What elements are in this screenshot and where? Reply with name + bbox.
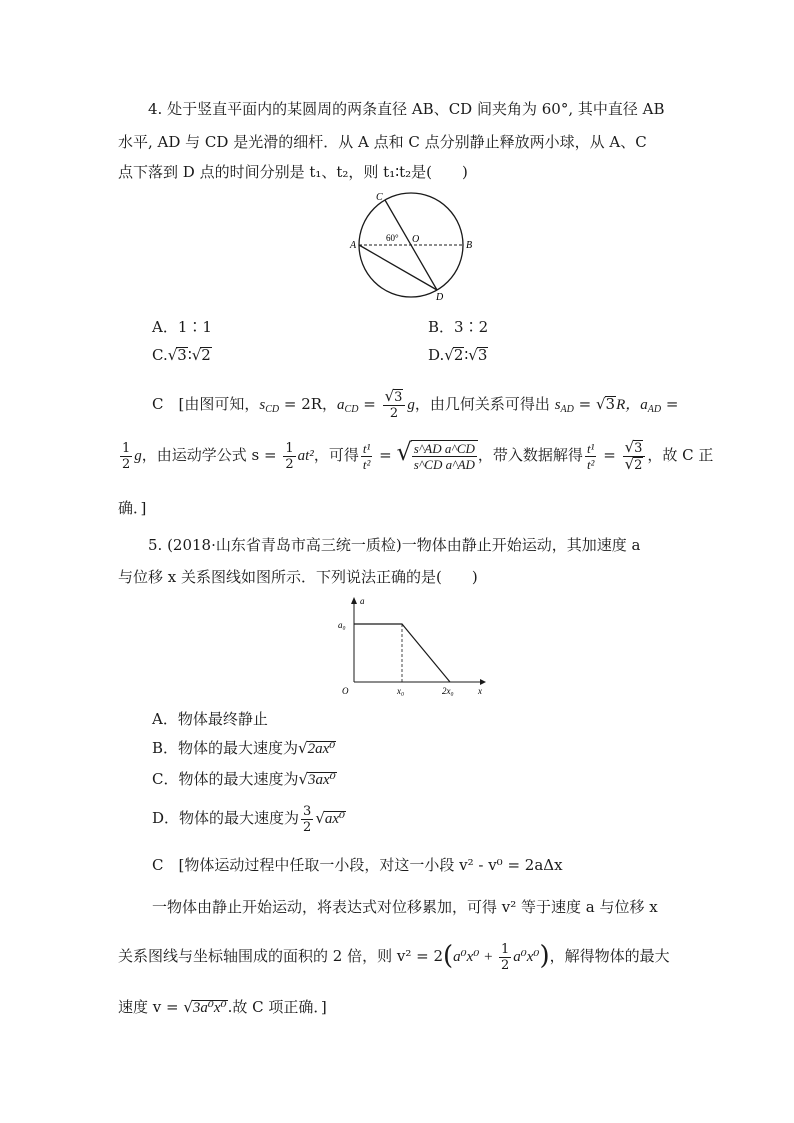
q4-circle-figure (348, 188, 488, 308)
q4-answer-line-2: $\frac{1}{2}$ g，由运动学公式 s = $\frac{1}{2}$ at²，可得 $\frac{\text{t¹}}{\text{t²}}$ = √ $\frac{\text{s\textasciicircum{}AD a\textasciicircum{}CD}}{\text{s\textasciicircum{}CD a\textasciicircum{}AD}}$ ，带入数据解得 $\frac{\text{t¹}}{\text{t²}}$ = $\frac{√3}{√2}$ ，故 C 正 (122, 437, 714, 473)
q4-a-cd: a (337, 397, 345, 413)
q5-l4-rad: 3a⁰x⁰ (192, 1000, 227, 1016)
q5-option-d: D．物体的最大速度为 $\frac{3}{2}$ √ax⁰ (152, 803, 346, 835)
q4-sqrt-frac (411, 440, 478, 472)
label-b: B (466, 240, 473, 251)
q4-stem-line-3: 点下落到 D 点的时间分别是 t₁、t₂，则 t₁∶t₂是( ) (118, 163, 468, 181)
q5-l3-b: a⁰x⁰ (513, 949, 540, 965)
q4-g2: g (134, 448, 142, 464)
q5-answer-line-2: 一物体由静止开始运动，将表达式对位移累加，可得 v² 等于速度 a 与位移 x (152, 898, 658, 916)
x-tick-label-2x0: 2x₀ (442, 686, 454, 696)
q4-at2: at² (297, 448, 314, 464)
q4-option-b: B．3∶2 (428, 318, 489, 336)
q5-option-b: B．物体的最大速度为√2ax⁰ (152, 739, 336, 757)
q4-eq4: = (661, 395, 679, 413)
q4-eq2: = (358, 395, 381, 413)
q4-ans-den: 2 (634, 457, 643, 473)
q4-stem-line-1: 4. 处于竖直平面内的某圆周的两条直径 AB、CD 间夹角为 60°, 其中直径 AB (148, 100, 665, 118)
q4-ans-num: 3 (634, 440, 643, 456)
q5-l3-one: 1 (500, 941, 510, 957)
q4-a-cd-sub: CD (344, 404, 359, 415)
y-tick-label-a0: a₀ (338, 620, 346, 630)
q5-option-d-lead: D．物体的最大速度为 (152, 809, 300, 827)
q4-a-ad: a (640, 397, 648, 413)
label-d: D (436, 292, 444, 303)
a-x-series-line (354, 624, 450, 682)
q5-chart (330, 592, 490, 696)
q4-frac-t (361, 441, 373, 472)
q4-eq1: = 2R， (279, 395, 338, 413)
q5-option-c-lead: C．物体的最大速度为 (152, 770, 299, 788)
q4-eq5: = (374, 446, 397, 464)
q4-s-ad: s (554, 397, 561, 413)
q4-s-cd-sub: CD (265, 404, 280, 415)
q5-l4-lead: 速度 v = (118, 998, 184, 1016)
q5-option-d-frac (301, 804, 313, 835)
q5-option-a: A．物体最终静止 (152, 710, 268, 728)
q4-r: R， (616, 397, 641, 413)
q5-answer-line-4: 速度 v = √3a⁰x⁰.故 C 项正确．] (118, 998, 327, 1016)
q4-frac-sqrt3-2: $\frac{√3}{2}$ (383, 389, 406, 421)
q4-option-a: A．1∶1 (152, 318, 212, 336)
q4-sub-text: ，带入数据解得 (477, 446, 583, 464)
q4-den2: 2 (389, 406, 399, 421)
q4-frac-t-2 (585, 441, 597, 472)
label-angle: 60° (386, 233, 399, 243)
q4-stem-line-2: 水平, AD 与 CD 是光滑的细杆．从 A 点和 C 点分别静止释放两小球，从 A、C (118, 133, 647, 151)
q5-answer-line-3 (118, 936, 670, 976)
x-axis-label: x (478, 686, 482, 696)
q4-two-2: 2 (285, 456, 294, 472)
q5-l3-paren-r: ) (539, 941, 550, 971)
q4-option-d-prefix: D. (428, 346, 445, 364)
q4-option-d: D.√2∶√3 (428, 346, 488, 364)
q4-t1: t¹ (362, 440, 371, 456)
q4-answer-line-1: C [由图可知，$s_{CD} = 2R$，$a_{CD}$ = $\frac{√3}{2}$ g，由几何关系可得出 $s_{AD} = √3R$，$a_{AD}$ = (152, 387, 679, 421)
x-tick-label-x0: x₀ (397, 686, 405, 696)
q4-option-d-sep: ∶ (464, 346, 469, 364)
q4-answer-line-3: 确．] (118, 499, 147, 517)
chord-ad (359, 245, 437, 290)
q4-sqrt-num: s^AD a^CD (413, 440, 475, 456)
q4-option-d-a: 2 (453, 346, 464, 364)
label-a: A (350, 240, 357, 251)
q4-s-cd: s (259, 397, 266, 413)
q5-option-c: C．物体的最大速度为√3ax⁰ (152, 770, 336, 788)
q4-two: 2 (122, 456, 131, 472)
q5-option-c-rad: 3ax⁰ (308, 772, 336, 788)
q4-frac-ans: $\frac{√3}{√2}$ (623, 440, 646, 473)
q4-eq3: = (573, 395, 596, 413)
q4-sqrt3-r: 3 (605, 395, 616, 413)
q4-sqrt-den: s^CD a^AD (413, 456, 475, 472)
q5-option-d-rad: ax⁰ (324, 811, 346, 827)
label-c: C (376, 192, 383, 203)
x-axis-arrow (480, 679, 486, 685)
q4-t2-2: t² (586, 456, 595, 472)
label-o: O (412, 234, 420, 245)
q4-frac-half (120, 441, 132, 472)
q4-s-ad-sub: AD (560, 404, 574, 415)
q5-l3-paren-l: ( (443, 941, 454, 971)
q5-l4-tail: .故 C 项正确．] (227, 998, 327, 1016)
q5-l3-two: 2 (500, 957, 510, 973)
q5-option-d-num: 3 (303, 803, 312, 819)
q4-option-c-a: 3 (177, 346, 187, 364)
origin-label: O (342, 686, 349, 696)
q4-frac-half-2 (283, 441, 295, 472)
q5-option-b-lead: B．物体的最大速度为 (152, 739, 299, 757)
q4-one: 1 (122, 440, 131, 456)
q4-option-c: C.√3∶√2 (152, 346, 211, 364)
q5-l3-lead: 关系图线与坐标轴围成的面积的 2 倍，则 v² = 2 (118, 947, 443, 965)
q4-option-c-sep: ∶ (187, 346, 192, 364)
q4-a-ad-sub: AD (647, 404, 662, 415)
q5-stem-line-1: 5. (2018·山东省青岛市高三统一质检)一物体由静止开始运动，其加速度 a (148, 536, 641, 554)
q4-option-c-b: 2 (201, 346, 211, 364)
q4-one-2: 1 (285, 440, 294, 456)
q4-eq6: = (598, 446, 621, 464)
q4-answer-lead: C [由图可知， (152, 395, 260, 413)
y-axis-arrow (351, 597, 357, 604)
q5-option-d-den: 2 (303, 819, 312, 835)
q4-get: ，可得 (313, 446, 359, 464)
y-axis-label: a (360, 596, 365, 606)
q4-t1-2: t¹ (586, 440, 595, 456)
q5-option-b-rad: 2ax⁰ (307, 741, 336, 757)
q4-end1: ，故 C 正 (647, 446, 714, 464)
q4-option-d-b: 3 (477, 346, 488, 364)
q4-option-c-prefix: C. (152, 346, 168, 364)
q4-mid1: ，由几何关系可得出 (414, 395, 555, 413)
q5-l3-tail: ，解得物体的最大 (549, 947, 670, 965)
q4-formula-text: ，由运动学公式 s = (141, 446, 282, 464)
q5-l3-a: a⁰x⁰ + (453, 949, 497, 965)
q4-t2: t² (362, 456, 371, 472)
q4-g: g (407, 397, 415, 413)
q5-stem-line-2: 与位移 x 关系图线如图所示．下列说法正确的是( ) (118, 568, 478, 586)
q5-l3-frac (499, 942, 511, 973)
q5-answer-line-1: C [物体运动过程中任取一小段，对这一小段 v² - v⁰ = 2aΔx (152, 856, 563, 874)
q4-sqrt3: 3 (394, 390, 403, 405)
